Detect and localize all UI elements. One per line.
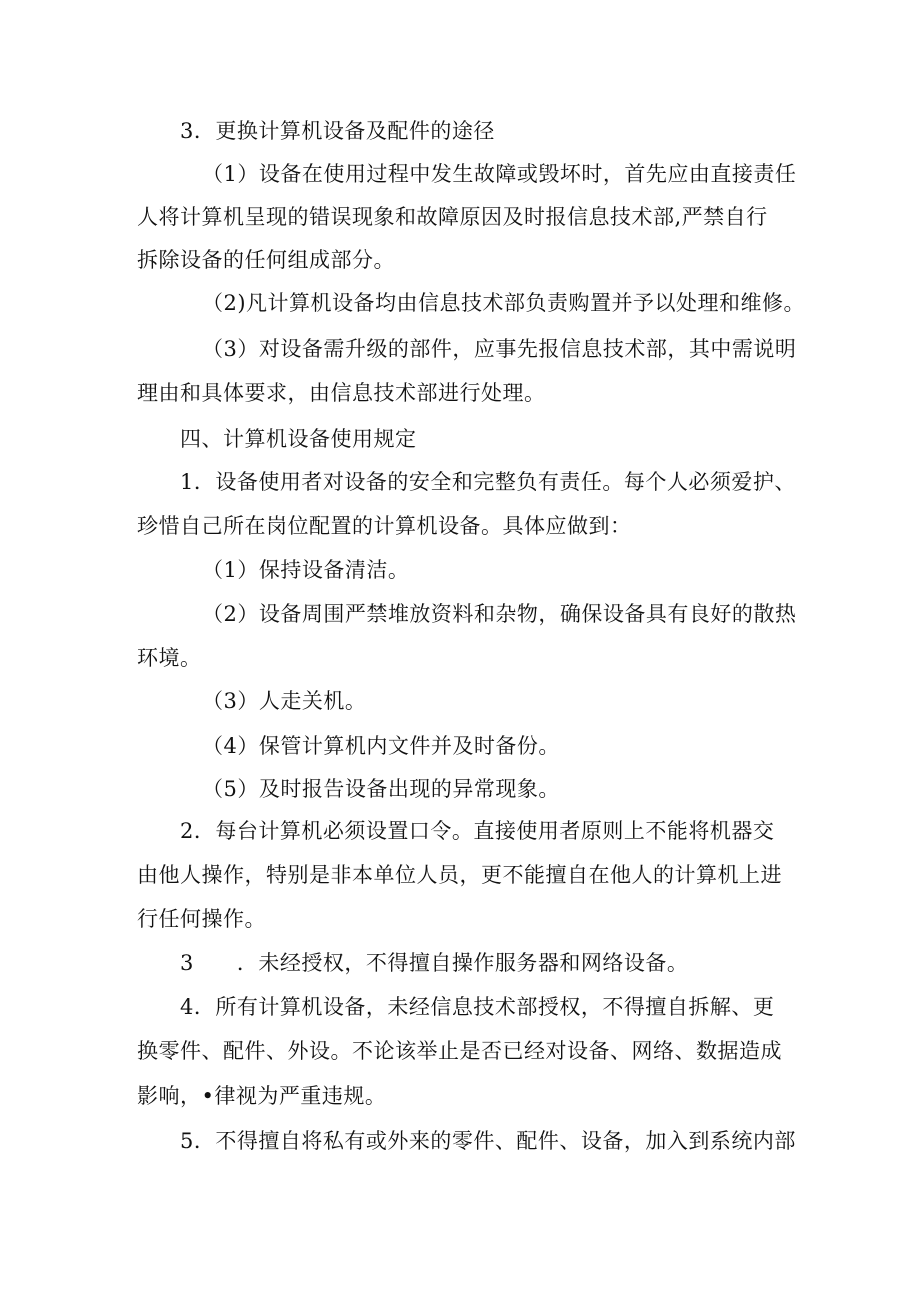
paragraph-line: 1．设备使用者对设备的安全和完整负有责任。每个人必须爱护、: [180, 470, 796, 494]
paragraph-line: 由他人操作，特别是非本单位人员，更不能擅自在他人的计算机上进: [137, 863, 782, 887]
paragraph-line: （3）对设备需升级的部件，应事先报信息技术部，其中需说明: [202, 337, 797, 361]
list-item: （5）及时报告设备出现的异常现象。: [202, 777, 560, 801]
list-item: （3）人走关机。: [202, 689, 367, 713]
paragraph-line: 影响，•律视为严重违规。: [137, 1084, 387, 1108]
list-item: （4）保管计算机内文件并及时备份。: [202, 734, 560, 758]
paragraph-line: 3 ．未经授权，不得擅自操作服务器和网络设备。: [180, 951, 689, 975]
paragraph-line: 理由和具体要求，由信息技术部进行处理。: [137, 381, 546, 405]
paragraph-line: 拆除设备的任何组成部分。: [137, 248, 395, 272]
paragraph-line: 人将计算机呈现的错误现象和故障原因及时报信息技术部,严禁自行: [137, 205, 768, 229]
section-heading-replacement-channels: 3．更换计算机设备及配件的途径: [180, 119, 495, 143]
paragraph-line: 环境。: [137, 646, 202, 670]
section-heading-usage-rules: 四、计算机设备使用规定: [180, 427, 417, 451]
paragraph-line: （2)凡计算机设备均由信息技术部负责购置并予以处理和维修。: [202, 291, 806, 315]
list-item: （1）保持设备清洁。: [202, 558, 410, 582]
paragraph-line: （1）设备在使用过程中发生故障或毁坏时，首先应由直接责任: [202, 162, 797, 186]
paragraph-line: 2．每台计算机必须设置口令。直接使用者原则上不能将机器交: [180, 819, 775, 843]
paragraph-line: 珍惜自己所在岗位配置的计算机设备。具体应做到：: [137, 514, 632, 538]
paragraph-line: 4．所有计算机设备，未经信息技术部授权，不得擅自拆解、更: [180, 995, 775, 1019]
paragraph-line: 换零件、配件、外设。不论该举止是否已经对设备、网络、数据造成: [137, 1039, 782, 1063]
paragraph-line: 5．不得擅自将私有或外来的零件、配件、设备，加入到系统内部: [180, 1129, 796, 1153]
list-item: （2）设备周围严禁堆放资料和杂物，确保设备具有良好的散热: [202, 602, 797, 626]
paragraph-line: 行任何操作。: [137, 907, 266, 931]
